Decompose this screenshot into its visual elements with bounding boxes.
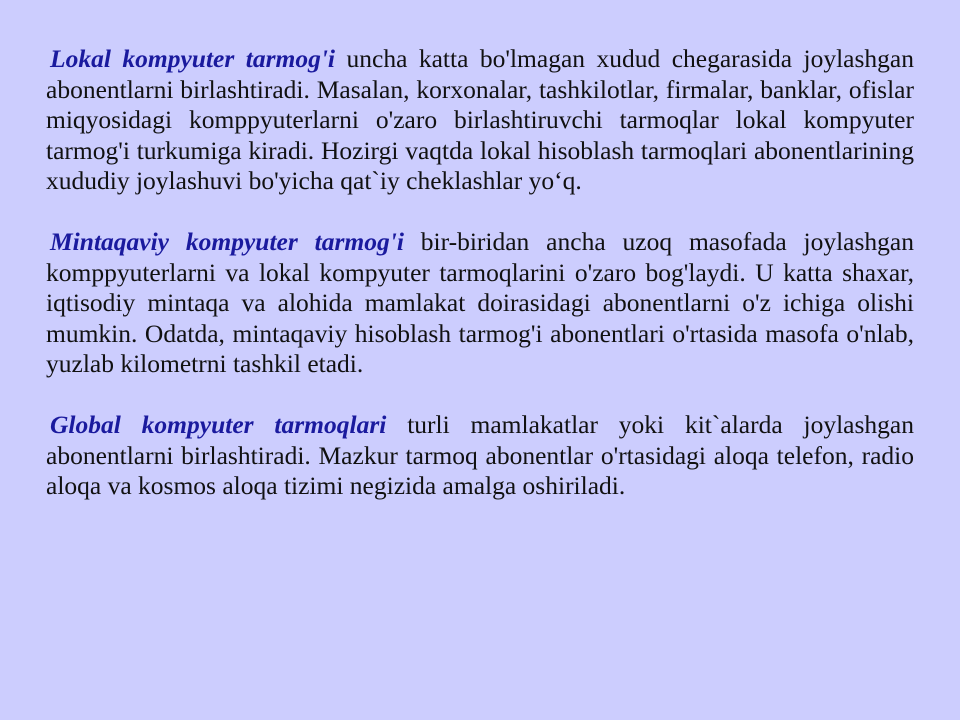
term-regional-network: Mintaqaviy kompyuter tarmog'i [50,226,404,256]
definition-global-network: turli mamlakatlar yoki kit`alarda joylashgan abonentlarni birlashtiradi. Mazkur tarmoq abonentlar o'rtasidagi aloqa telefon, radio aloqa va kosmos aloqa tizimi negizida amalga oshiriladi. [46,409,914,501]
paragraph-local-network [46,44,914,197]
term-local-network: Lokal kompyuter tarmog'i [50,44,336,73]
definition-local-network: uncha katta bo'lmagan xudud chegarasida joylashgan abonentlarni birlashtiradi. Masalan, korxonalar, tashkilotlar, firmalar, banklar, ofislar miqyosidagi komppyuterlarni o'zaro birlashtiruvchi tarmoqlar lokal kompyuter tarmog'i turkumiga kiradi. Hozirgi vaqtda lokal hisoblash tarmoqlari abonentlarining xududiy joylashuvi bo'yicha qat`iy cheklashlar yo‘q. [46,44,914,196]
slide-content [46,44,914,502]
term-global-network: Global kompyuter tarmoqlari [50,409,387,439]
paragraph-global-network [46,410,914,502]
paragraph-regional-network [46,227,914,380]
definition-regional-network: bir-biridan ancha uzoq masofada joylashgan komppyuterlarni va lokal kompyuter tarmoqlarini o'zaro bog'laydi. U katta shaxar, iqtisodiy mintaqa va alohida mamlakat doirasidagi abonentlarni o'z ichiga olishi mumkin. Odatda, mintaqaviy hisoblash tarmog'i abonentlari o'rtasida masofa o'nlab, yuzlab kilometrni tashkil etadi. [46,226,914,379]
